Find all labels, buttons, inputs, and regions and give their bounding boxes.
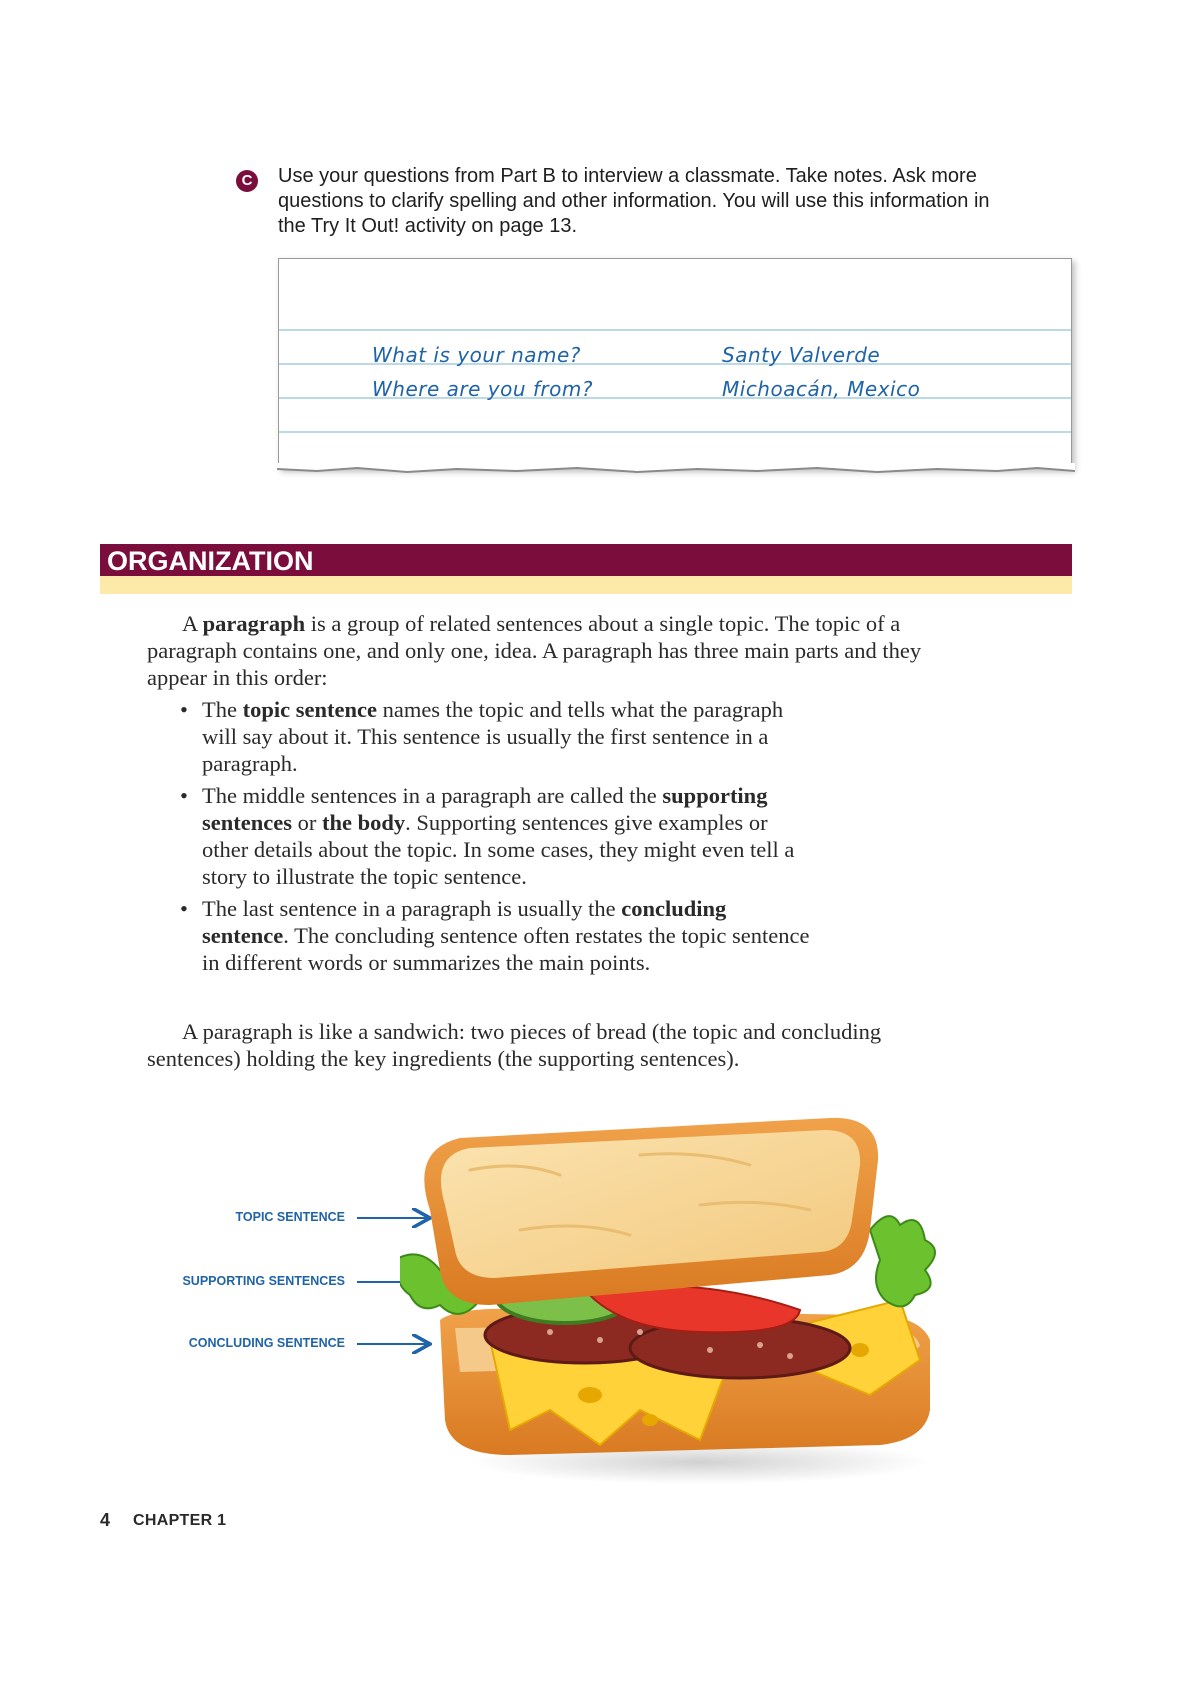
note-answer-1: Santy Valverde [722, 343, 881, 367]
bullet-icon: • [180, 896, 188, 921]
chapter-label: CHAPTER 1 [133, 1512, 227, 1529]
term-topic-sentence: topic sentence [242, 697, 377, 722]
term-supporting-sentences: supporting sentences [202, 783, 768, 835]
note-question-2: Where are you from? [372, 377, 593, 401]
activity-instruction: Use your questions from Part B to interview a classmate. Take notes. Ask more questions to clarify spelling and other information. You will use this information in the Try It Out! activity on page 13. [278, 165, 990, 237]
note-question-1: What is your name? [372, 343, 581, 367]
sandwich-paragraph: A paragraph is like a sandwich: two pieces of bread (the topic and concluding sentences) holding the key ingredients (the supporting sentences). [147, 1019, 882, 1071]
list-item: • The last sentence in a paragraph is usually the concluding sentence. The concluding sentence often restates the topic sentence in different words or summarizes the main points. [180, 896, 810, 975]
term-the-body: the body [321, 810, 406, 835]
list-item: • The topic sentence names the topic and tells what the paragraph will say about it. This sentence is usually the first sentence in a paragraph. [180, 697, 784, 776]
list-item: • The middle sentences in a paragraph are called the supporting sentences or the body. Supporting sentences give examples or other details about the topic. In some cases, they might even tell a story to illustrate the topic sentence. [180, 783, 795, 889]
sandwich-illustration [400, 1110, 980, 1490]
label-topic-sentence: TOPIC SENTENCE [235, 1210, 345, 1224]
label-supporting-sentences: SUPPORTING SENTENCES [182, 1274, 345, 1288]
activity-badge: C [236, 170, 258, 192]
page-number: 4 [100, 1510, 111, 1530]
note-answer-2: Michoacán, Mexico [722, 377, 921, 401]
section-title: ORGANIZATION [107, 546, 314, 576]
bullet-icon: • [180, 697, 188, 722]
term-concluding-sentence: concluding sentence [202, 896, 727, 948]
term-paragraph: paragraph [202, 611, 306, 636]
label-concluding-sentence: CONCLUDING SENTENCE [188, 1336, 345, 1350]
intro-paragraph: A paragraph is a group of related sentences about a single topic. The topic of a paragraph contains one, and only one, idea. A paragraph has three main parts and they appear in this order: [147, 611, 922, 690]
bullet-icon: • [180, 783, 188, 808]
